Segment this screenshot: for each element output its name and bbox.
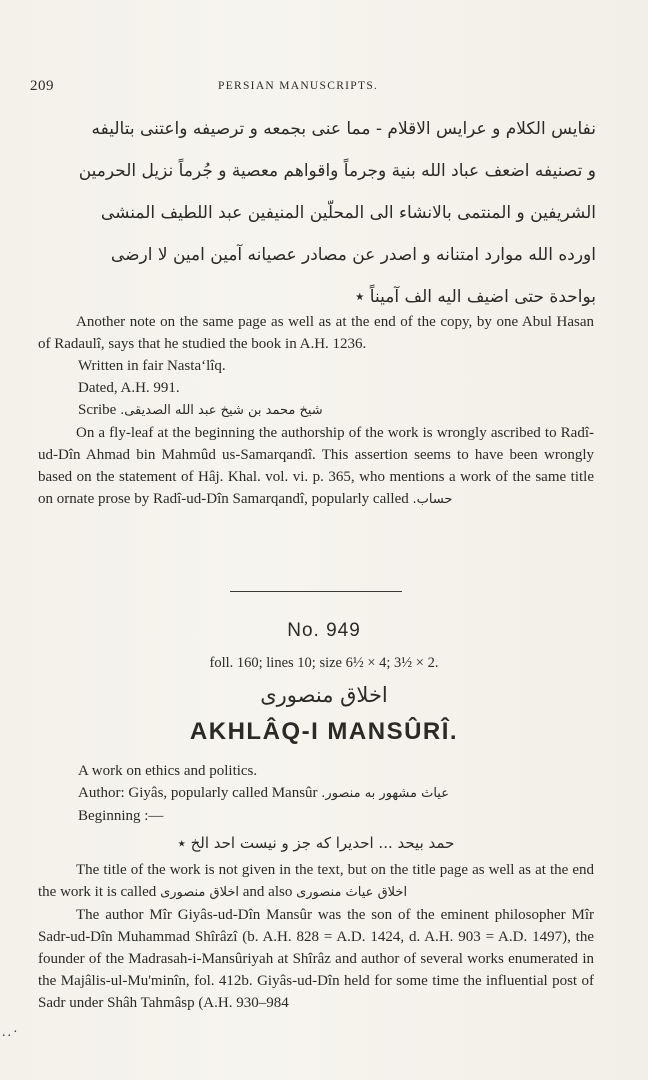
note-paragraph: Another note on the same page as well as at the end of the copy, by one Abul Hasan of Radaulî, says that he studied the book in A.H. 1236.	[38, 314, 594, 352]
beginning-label: Beginning :—	[78, 808, 164, 824]
flyleaf-arabic: حساب.	[412, 492, 453, 507]
author-line	[38, 782, 594, 805]
dated-line: Dated, A.H. 991.	[78, 380, 180, 396]
author-paragraph: The author Mîr Giyâs-ud-Dîn Mansûr was the son of the eminent philosopher Mîr Sadr-ud-Dîn Muhammad Shîrâzî (b. A.H. 828 = A.D. 1424, d. A.H. 903 = A.D. 1497), the founder of the Madrasah-i-Mansûriyah at Shîrâz and author of several works enumerated in the Majâlis-ul-Mu'minîn, fol. 412b. Giyâs-ud-Dîn held for some time the influential post of Sadr under Shâh Tahmâsp (A.H. 930–984	[38, 907, 594, 1011]
second-entry-body	[38, 760, 594, 1014]
title-arabic: اخلاق منصوری	[260, 683, 388, 707]
scribe-name-arabic: شیخ محمد بن شیخ عبد الله الصدیقی.	[120, 403, 323, 418]
title-para-arabic-2: اخلاق عیاث منصوری	[296, 885, 408, 900]
arabic-line: اورده الله موارد امتنانه و اصدر عن مصادر عصیانه آمین امین لا ارضی	[110, 245, 596, 265]
title-para-arabic-1: اخلاق منصوری	[160, 885, 240, 900]
title-para-and: and also	[242, 884, 293, 900]
author-arabic: عیاث مشهور به منصور.	[321, 786, 449, 801]
first-entry-notes	[38, 311, 594, 511]
arabic-quote	[36, 108, 596, 318]
flyleaf-paragraph	[38, 422, 594, 511]
scribe-line	[38, 399, 594, 422]
arabic-line: و تصنیفه اضعف عباد الله بنیة وجرماً واقواهم معصیة و جُرماً نزیل الحرمین	[78, 161, 596, 181]
folio-details: foll. 160; lines 10; size 6½ × 4; 3½ × 2.	[209, 655, 439, 671]
flyleaf-text: On a fly-leaf at the beginning the authorship of the work is wrongly ascribed to Radî-ud-Dîn Ahmad bin Mahmûd us-Samarqandî. This assertion seems to have been wrongly based on the statement of Hâj. Khal. vol. vi. p. 365, who mentions a work of the same title on ornate prose by Radî-ud-Dîn Samarqandî, popularly called	[38, 425, 594, 507]
page-number: 209	[30, 78, 54, 94]
title-para-text: The title of the work is not given in the text, but on the title page as well as at the end the work it is called	[38, 862, 594, 900]
beginning-arabic: حمد بیحد ... احدیرا که جز و نیست احد الخ ٭	[177, 834, 455, 852]
running-head: PERSIAN MANUSCRIPTS.	[218, 80, 379, 92]
author-label: Author: Giyâs, popularly called Mansûr	[78, 785, 318, 801]
beginning-line	[38, 827, 594, 859]
section-divider	[230, 591, 402, 592]
work-line: A work on ethics and politics.	[78, 763, 258, 779]
page-header	[0, 78, 648, 98]
margin-marks: ..·	[2, 1025, 20, 1040]
arabic-line: بواحدة حتی اضیف الیه الف آمیناً ٭	[355, 287, 596, 307]
title-english: AKHLÂQ-I MANSÛRÎ.	[189, 718, 459, 745]
script-line: Written in fair Nasta‘lîq.	[78, 358, 226, 374]
scribe-label: Scribe	[78, 402, 117, 418]
title-paragraph	[38, 859, 594, 904]
arabic-line: نفایس الکلام و عرایس الاقلام - مما عنی بجمعه و ترصیفه واعتنی بتالیفه	[91, 119, 596, 139]
arabic-line: الشریفین و المنتمی بالانشاء الی المحلّین المنیفین عبد اللطیف المنشی	[100, 203, 596, 223]
entry-number: No. 949	[287, 620, 361, 641]
